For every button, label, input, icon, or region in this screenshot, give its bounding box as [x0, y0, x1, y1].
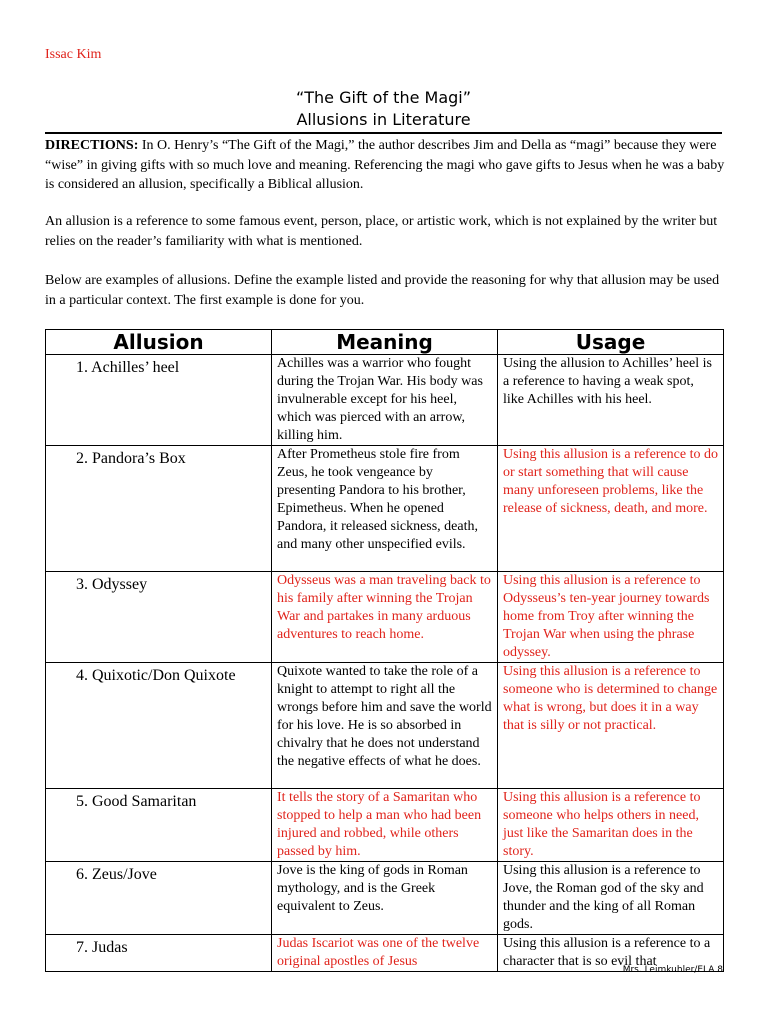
usage-cell: Using this allusion is a reference to Jove, the Roman god of the sky and thunder and the king of all Roman gods.: [498, 862, 724, 935]
meaning-cell[interactable]: Odysseus was a man traveling back to his family after winning the Trojan War and partakes in many arduous adventures to reach home.: [272, 572, 498, 663]
page-title: “The Gift of the Magi”: [295, 88, 472, 107]
allusion-cell: 1. Achilles’ heel: [46, 355, 272, 446]
directions-text: In O. Henry’s “The Gift of the Magi,” the author describes Jim and Della as “magi” because they were “wise” in giving gifts with so much love and meaning. Referencing the magi who gave gifts to Jesus when he was a baby is considered an allusion, specifically a Biblical allusion.: [45, 138, 725, 192]
table-row: [46, 663, 724, 789]
column-header-usage: Usage: [498, 330, 724, 355]
table-header-row: [46, 330, 724, 355]
instructions-paragraph: Below are examples of allusions. Define the example listed and provide the reasoning for why that allusion may be used in a particular context. The first example is done for you.: [45, 273, 720, 308]
usage-cell: Using this allusion is a reference to a character that is so evil that: [498, 935, 724, 972]
student-name: Issac Kim: [45, 47, 102, 62]
directions-paragraph: [45, 136, 725, 195]
usage-cell[interactable]: Using this allusion is a reference to Odysseus’s ten-year journey towards home from Troy after winning the Trojan War when using the phrase odyssey.: [498, 572, 724, 663]
usage-cell: Using the allusion to Achilles’ heel is a reference to having a weak spot, like Achilles with his heel.: [498, 355, 724, 446]
table-row: [46, 355, 724, 446]
table-row: [46, 789, 724, 862]
footer-label: Mrs. Leimkuhler/ELA 8: [622, 965, 723, 975]
allusion-cell: 7. Judas: [46, 935, 272, 972]
usage-cell[interactable]: Using this allusion is a reference to do or start something that will cause many unforeseen problems, like the release of sickness, death, and more.: [498, 446, 724, 572]
directions-label: DIRECTIONS:: [45, 138, 139, 153]
meaning-cell: Achilles was a warrior who fought during the Trojan War. His body was invulnerable except for his heel, which was pierced with an arrow, killing him.: [272, 355, 498, 446]
allusion-cell: 5. Good Samaritan: [46, 789, 272, 862]
title-rule: [45, 132, 722, 134]
usage-cell[interactable]: Using this allusion is a reference to someone who helps others in need, just like the Samaritan does in the story.: [498, 789, 724, 862]
allusions-table: [45, 329, 724, 972]
column-header-meaning: Meaning: [272, 330, 498, 355]
usage-cell[interactable]: Using this allusion is a reference to someone who is determined to change what is wrong, but does it in a way that is silly or not practical.: [498, 663, 724, 789]
allusion-cell: 2. Pandora’s Box: [46, 446, 272, 572]
meaning-cell[interactable]: Judas Iscariot was one of the twelve original apostles of Jesus: [272, 935, 498, 972]
allusion-cell: 3. Odyssey: [46, 572, 272, 663]
table-row: [46, 862, 724, 935]
meaning-cell: Jove is the king of gods in Roman mythology, and is the Greek equivalent to Zeus.: [272, 862, 498, 935]
meaning-cell: After Prometheus stole fire from Zeus, he took vengeance by presenting Pandora to his brother, Epimetheus. When he opened Pandora, it released sickness, death, and many other unspecified evils.: [272, 446, 498, 572]
table-row: [46, 572, 724, 663]
meaning-cell[interactable]: It tells the story of a Samaritan who stopped to help a man who had been injured and robbed, while others passed by him.: [272, 789, 498, 862]
allusion-cell: 6. Zeus/Jove: [46, 862, 272, 935]
allusion-definition: An allusion is a reference to some famous event, person, place, or artistic work, which is not explained by the writer but relies on the reader’s familiarity with what is mentioned.: [45, 214, 718, 249]
column-header-allusion: Allusion: [46, 330, 272, 355]
meaning-cell: Quixote wanted to take the role of a knight to attempt to right all the wrongs before him and save the world for his love. He is so absorbed in chivalry that he does not understand the negative effects of what he does.: [272, 663, 498, 789]
page-subtitle: Allusions in Literature: [296, 110, 471, 129]
allusion-cell: 4. Quixotic/Don Quixote: [46, 663, 272, 789]
table-row: [46, 446, 724, 572]
